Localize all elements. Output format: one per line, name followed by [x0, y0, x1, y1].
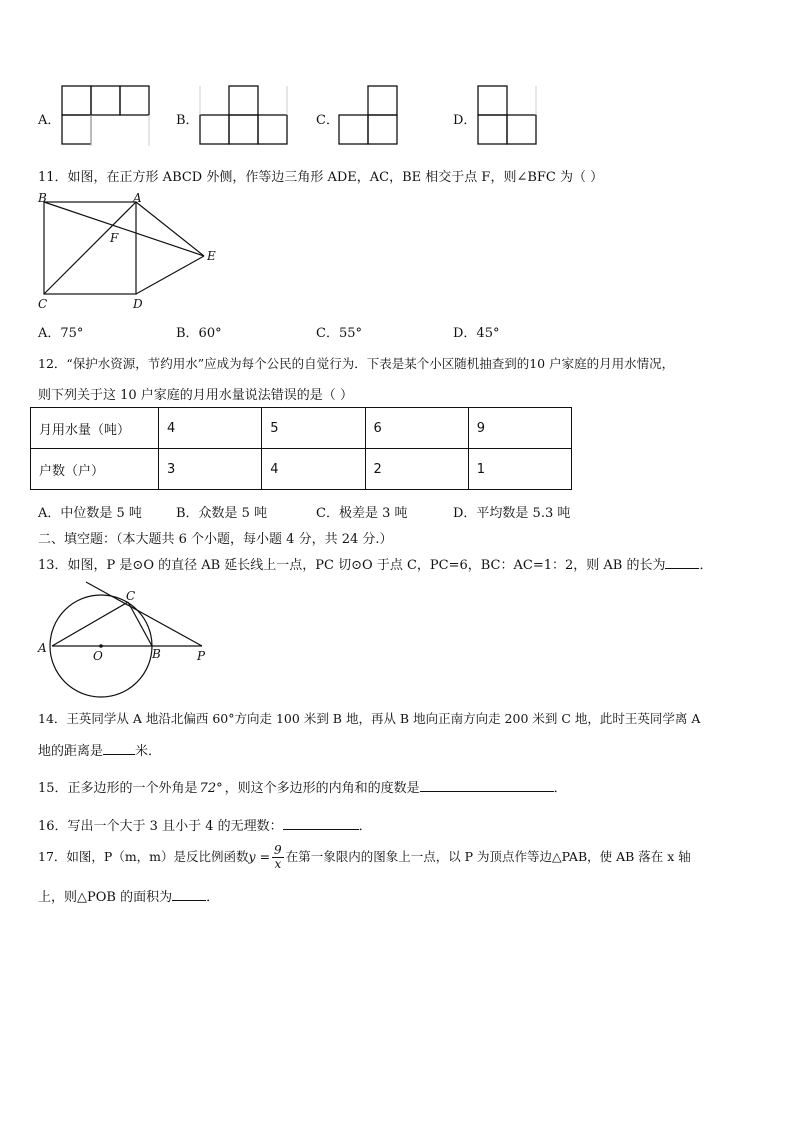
- table-header-cell: 月用水量（吨）: [31, 408, 159, 449]
- table-cell: 9: [468, 408, 571, 449]
- table-cell: 6: [365, 408, 468, 449]
- q10-option-d-figure: [478, 86, 542, 148]
- q10-option-a-label: A．: [38, 113, 61, 128]
- q17-function-lhs: y =: [248, 849, 271, 864]
- q10-option-b-figure: [200, 86, 292, 148]
- q13-label-c: C: [126, 589, 136, 603]
- q17-function-denominator: x: [274, 857, 282, 871]
- q17-answer-blank[interactable]: [172, 888, 206, 901]
- q10-option-a-figure: [62, 86, 152, 148]
- q15-answer-blank[interactable]: [420, 779, 554, 792]
- q11-label-f: F: [110, 231, 119, 245]
- table-cell: 2: [365, 449, 468, 490]
- q10-option-b-label: B．: [176, 113, 199, 128]
- q11-label-c: C: [38, 297, 48, 311]
- q15-stem-text-b: ，则这个多边形的内角和的度数是: [224, 781, 420, 796]
- q12-option-d: D．平均数是 5.3 吨: [453, 506, 571, 521]
- q15-stem-end: ．: [553, 781, 567, 796]
- q16-answer-blank[interactable]: [283, 817, 359, 830]
- q10-option-c-label: C．: [316, 113, 339, 128]
- q17-line2: [38, 886, 219, 905]
- q11-label-a: A: [133, 191, 142, 205]
- q12-option-b: B．众数是 5 吨: [176, 506, 268, 521]
- table-cell: 1: [468, 449, 571, 490]
- q12-water-table: [30, 407, 572, 490]
- q12-option-c: C．极差是 3 吨: [316, 506, 408, 521]
- q17-line2-text: 上，则△POB 的面积为: [38, 890, 173, 905]
- q11-option-b: B．60°: [176, 326, 222, 341]
- table-cell: 4: [159, 408, 262, 449]
- section-heading-fill-in: 二、填空题：（本大题共 6 个小题，每小题 4 分，共 24 分.）: [38, 532, 393, 547]
- table-row: [31, 408, 572, 449]
- table-cell: 4: [262, 449, 365, 490]
- q11-label-d: D: [133, 297, 143, 311]
- q11-label-e: E: [207, 249, 216, 263]
- q11-figure: [36, 191, 226, 312]
- q17-line2-end: ．: [206, 890, 220, 905]
- q10-option-d-label: D．: [453, 113, 477, 128]
- q14-line2: [38, 740, 161, 759]
- q11-option-a: A．75°: [38, 326, 84, 341]
- q12-option-a: A．中位数是 5 吨: [38, 506, 142, 521]
- q13-label-p: P: [197, 649, 206, 663]
- q13-label-o: O: [93, 649, 103, 663]
- q12-stem-line1: 12．“保护水资源，节约用水”应成为每个公民的自觉行为．下表是某个小区随机抽查到的10 户家庭的月用水情况，: [38, 356, 675, 371]
- q13-stem-text: 13．如图，P 是⊙O 的直径 AB 延长线上一点，PC 切⊙O 于点 C，PC=6，BC：AC=1：2，则 AB 的长为: [38, 558, 666, 573]
- q17-stem-text-a: 17．如图，P（m，m）是反比例函数: [38, 849, 249, 864]
- q13-stem: [38, 554, 713, 573]
- table-cell: 5: [262, 408, 365, 449]
- q13-stem-end: ．: [699, 558, 713, 573]
- q13-figure: [36, 578, 216, 702]
- q13-label-a: A: [38, 641, 47, 655]
- q16-stem-end: ．: [358, 819, 372, 834]
- q14-line1: 14．王英同学从 A 地沿北偏西 60°方向走 100 米到 B 地，再从 B 地向正南方向走 200 米到 C 地，此时王英同学离 A: [38, 711, 701, 726]
- q17-stem-text-b: 在第一象限内的图象上一点，以 P 为顶点作等边△PAB，使 AB 落在 x 轴: [285, 849, 691, 864]
- table-row: [31, 449, 572, 490]
- q13-answer-blank[interactable]: [665, 556, 699, 569]
- q16-stem: [38, 815, 372, 834]
- q17-function-fraction: [272, 844, 284, 871]
- q17-function-numerator: 9: [274, 843, 282, 857]
- q15-stem: [38, 777, 567, 796]
- q15-stem-text-a: 15．正多边形的一个外角是: [38, 781, 198, 796]
- q14-answer-blank[interactable]: [103, 742, 135, 755]
- q11-option-c: C．55°: [316, 326, 362, 341]
- q17-line1: [38, 842, 691, 872]
- q14-line2-end: 米．: [135, 744, 162, 759]
- table-header-cell: 户数（户）: [31, 449, 159, 490]
- q13-label-b: B: [152, 647, 161, 661]
- q16-stem-text: 16．写出一个大于 3 且小于 4 的无理数：: [38, 819, 283, 834]
- q12-stem-line2: 则下列关于这 10 户家庭的月用水量说法错误的是（ ）: [38, 388, 353, 403]
- q11-label-b: B: [38, 191, 47, 205]
- q11-option-d: D．45°: [453, 326, 500, 341]
- q14-line2-text: 地的距离是: [38, 744, 104, 759]
- table-cell: 3: [159, 449, 262, 490]
- q10-option-c-figure: [339, 86, 403, 148]
- q15-angle: 72°: [199, 781, 223, 796]
- q11-stem: 11．如图，在正方形 ABCD 外侧，作等边三角形 ADE，AC，BE 相交于点 F，则∠BFC 为（ ）: [38, 170, 604, 185]
